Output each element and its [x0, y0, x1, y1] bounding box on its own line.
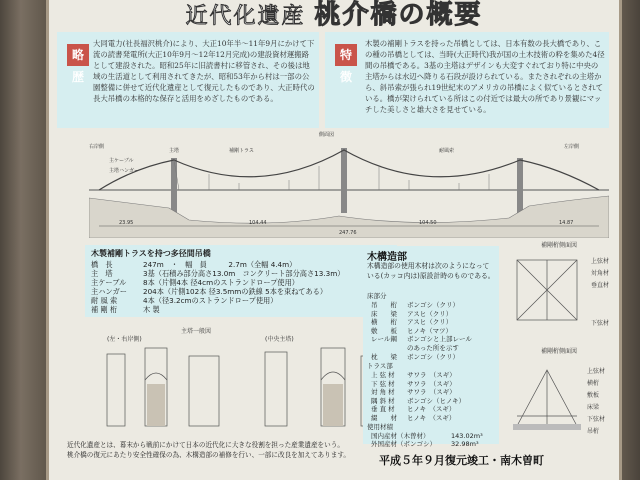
completion-footer: 平成５年９月復元竣工・南木曽町	[379, 454, 544, 467]
material-row: 吊 桁 ボンゴシ（クリ）	[371, 301, 459, 309]
history-tag: 略歴	[67, 44, 89, 66]
label-truss: 補剛トラス	[229, 148, 254, 154]
usage-row: 国内産材（木曽材） 143.02m³	[371, 431, 483, 440]
tower-3	[517, 158, 523, 213]
part-label: 下弦材	[587, 416, 606, 423]
part-label: 上弦材	[591, 258, 610, 265]
diagram-top-label: 側面図	[319, 132, 335, 138]
history-text: 大同電力(社長福沢桃介)により、大正10年半〜11年9月にかけて下流の読書発電所(大正10年9月〜12年12月完成)の建設資材運搬路として建設された。昭和25年に旧読書村に移管され、その後は地域の生活道として利用されてきたが、昭和53年から村は一部の公園整備に併せて近代化遺産として復元したものであり、大正時代の長大吊橋の本格的な保存と活用をめざしたものである。	[93, 39, 315, 103]
material-row: のあった所を示す	[407, 344, 459, 352]
material-row: レール鋼 ボンゴシと上部レール	[371, 335, 472, 344]
usage-label: 使用材積	[367, 423, 393, 431]
material-row: 垂 直 材 ヒノキ （スギ）	[371, 405, 456, 414]
title-prefix: 近代化遺産	[185, 4, 306, 29]
label-wind-cable: 耐風索	[439, 148, 455, 154]
tower-2	[341, 148, 347, 213]
side-tower-label: (左・右岸側)	[107, 336, 142, 343]
section-bottom-label: 補剛桁側面図	[541, 348, 578, 355]
bridge-side-elevation	[89, 128, 609, 238]
center-tower-label: (中央主塔)	[265, 336, 294, 343]
part-label: 対角材	[591, 270, 610, 277]
spec-title: 木製補剛トラスを持つ多径間吊橋	[91, 249, 211, 258]
label-hanger: 主塔ハンガー	[109, 168, 140, 174]
part-label: 下弦材	[591, 320, 610, 327]
material-row: 床 梁 アスヒ（クリ）	[371, 309, 453, 318]
part-label: 横桁	[587, 380, 600, 387]
heritage-note: 近代化遺産とは、幕末から戦前にかけて日本の近代化に大きな役割を担った産業遺産をいう。 桃介橋の復元にあたり安全性確保の為、木構造部の補修を行い、一部に改良を加えてあります。	[67, 441, 351, 459]
dim-3: 104.50	[419, 220, 437, 226]
spec-row: 主ハンガー 204本（片側102本 径3.5mmの鉄線 5本を束ねてある）	[91, 287, 328, 296]
material-row: 敷 板 ヒノキ（マツ）	[371, 326, 452, 335]
dim-4: 14.87	[559, 220, 574, 226]
material-row: 綴 材 ヒノキ （スギ）	[371, 414, 456, 422]
label-main-cable: 主ケーブル	[109, 158, 134, 164]
spec-row: 橋 長 247m ・ 幅 員 2.7m（全幅 4.4m）	[91, 260, 297, 269]
part-label: 上弦材	[587, 368, 606, 375]
tower-general-caption: 主塔一般図	[181, 328, 212, 335]
spec-row: 主ケーブル 8本（片側4本 径4cmのストランドロープ使用）	[91, 278, 299, 287]
spec-row: 補 剛 桁 木 製	[91, 305, 160, 314]
label-left-bank: 左岸側	[564, 144, 580, 150]
material-row: 枕 梁 ボンゴシ（クリ）	[371, 352, 459, 361]
truss-label: トラス部	[367, 362, 393, 370]
page-title	[49, 0, 619, 31]
material-row: 隅 斜 材 ボンゴシ（ヒノキ）	[371, 396, 466, 405]
part-label: 床梁	[587, 404, 600, 411]
features-text: 木製の補剛トラスを持った吊橋としては、日本有数の長大橋であり、この種の吊橋としては、当時(大正時代)我が国の土木技術の粋を集めた4径間の吊橋である。3基の主塔はデザインも大変すぐれており特に中央の主塔からは水辺へ降りる石段が設けられている。またされぞれの主塔から、斜吊索が張られ19世紀末のアメリカの吊橋によく似ているとされている。橋が架けられている所はこの付近では最大の所であり景観にマッチした美しさと雄大さを見せている。	[365, 39, 605, 114]
wood-intro: 木構造部の使用木材は次のようになっている(カッコ内は)原設計時のものである。	[367, 262, 495, 280]
tower-1	[171, 158, 177, 213]
spec-row: 耐 風 索 4本（径3.2cmのストランドロープ使用）	[91, 296, 278, 305]
sign-board	[46, 0, 622, 480]
label-right-bank: 右岸側	[89, 144, 105, 150]
usage-row: 外国産材（ボンゴシ） 32.98m³	[371, 440, 479, 449]
dim-total: 247.76	[339, 230, 357, 236]
material-row: 横 桁 アスヒ（クリ）	[371, 318, 453, 327]
tower-drawings	[85, 340, 395, 436]
part-label: 敷板	[587, 392, 600, 399]
features-tag: 特徴	[335, 44, 357, 66]
part-label: 吊桁	[587, 428, 600, 435]
spec-row: 主 塔 3基（石積み部分高さ13.0m コンクリート部分高さ13.3m）	[91, 269, 345, 278]
material-row: 下 弦 材 サワラ （スギ）	[371, 379, 456, 388]
section-top-label: 補剛桁側面図	[541, 242, 578, 249]
material-row: 上 弦 材 サワラ （スギ）	[371, 371, 456, 379]
part-label: 垂直材	[591, 282, 610, 289]
title-main: 桃介橋の概要	[314, 0, 483, 30]
label-tower: 主塔	[169, 148, 180, 154]
wooden-frame-left	[0, 0, 52, 480]
dim-2: 104.44	[249, 220, 267, 226]
material-row: 対 角 材 サワラ （スギ）	[371, 388, 456, 397]
floor-label: 床部分	[367, 292, 387, 300]
dim-1: 23.95	[119, 220, 134, 226]
wood-title: 木構造部	[367, 252, 407, 263]
